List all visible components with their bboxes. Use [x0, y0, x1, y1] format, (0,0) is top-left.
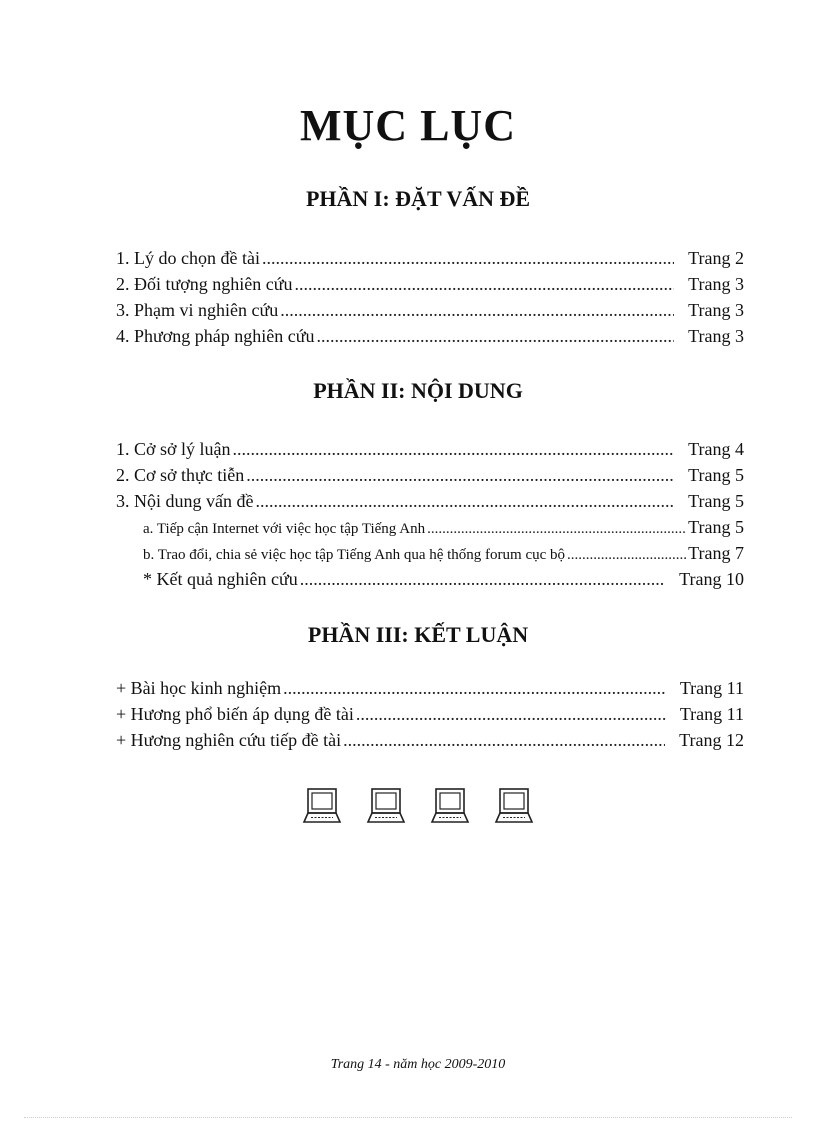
dot-leader [262, 245, 674, 271]
toc-item-label: 1. Cở sở lý luận [116, 439, 231, 459]
toc-item [116, 323, 744, 349]
toc-item-label: 4. Phương pháp nghiên cứu [116, 326, 315, 346]
toc-item-label: 3. Phạm vi nghiên cứu [116, 300, 279, 320]
toc-item-label: + Hương phổ biến áp dụng đề tài [116, 704, 354, 724]
toc-item-label: 1. Lý do chọn đề tài [116, 248, 260, 268]
toc-item-page: Trang 5 [688, 465, 744, 485]
dot-leader [317, 323, 675, 349]
laptop-icon [302, 786, 342, 826]
toc-item-label: a. Tiếp cận Internet với việc học tập Tiếng Anh [143, 521, 426, 537]
toc-item-label: 3. Nội dung vấn đề [116, 491, 254, 511]
laptop-icon [494, 786, 534, 826]
decoration-row [302, 786, 534, 828]
toc-item-page: Trang 3 [688, 274, 744, 294]
section-heading-1: PHẦN I: ĐẶT VẤN ĐỀ [305, 186, 531, 211]
toc-item [116, 462, 744, 488]
toc-item [116, 297, 744, 323]
toc-section-1 [116, 245, 744, 349]
dot-leader [246, 462, 674, 488]
toc-item-page: Trang 5 [688, 491, 744, 511]
toc-item [116, 245, 744, 271]
toc-subitem [116, 540, 744, 566]
page-footer: Trang 14 - năm học 2009-2010 [330, 1057, 506, 1072]
section-heading-2: PHẦN II: NỘI DUNG [313, 378, 523, 403]
dot-leader [343, 727, 665, 753]
dot-leader [255, 488, 674, 514]
toc-item-label: + Hương nghiên cứu tiếp đề tài [116, 730, 342, 750]
toc-item [116, 727, 744, 753]
toc-section-3 [116, 675, 744, 753]
toc-item-page: Trang 11 [679, 704, 744, 724]
toc-item [116, 701, 744, 727]
toc-item-page: Trang 11 [679, 678, 744, 698]
toc-item [116, 271, 744, 297]
toc-item-page: Trang 3 [688, 326, 744, 346]
dot-leader [567, 542, 686, 568]
toc-subitem [116, 566, 744, 592]
dot-leader [427, 516, 686, 542]
dot-leader [356, 701, 666, 727]
laptop-icon [430, 786, 470, 826]
laptop-icon [366, 786, 406, 826]
toc-item-label: * Kết quả nghiên cứu [143, 569, 298, 589]
toc-item [116, 675, 744, 701]
dot-leader [283, 675, 666, 701]
toc-item [116, 436, 744, 462]
toc-item [116, 488, 744, 514]
toc-item-label: 2. Đối tượng nghiên cứu [116, 274, 293, 294]
dot-leader [295, 271, 675, 297]
toc-item-page: Trang 2 [688, 248, 744, 268]
toc-item-label: 2. Cơ sở thực tiễn [116, 465, 245, 485]
toc-section-2 [116, 436, 744, 592]
toc-item-page: Trang 10 [679, 569, 744, 589]
toc-item-label: b. Trao đổi, chia sẻ việc học tập Tiếng Anh qua hệ thống forum cục bộ [143, 547, 566, 563]
dot-leader [300, 566, 665, 592]
toc-item-page: Trang 7 [688, 543, 744, 563]
toc-item-page: Trang 4 [688, 439, 744, 459]
toc-item-page: Trang 12 [679, 730, 744, 750]
dot-leader [280, 297, 674, 323]
bottom-divider [24, 1117, 792, 1118]
toc-subitem [116, 514, 744, 540]
dot-leader [233, 436, 675, 462]
toc-item-page: Trang 3 [688, 300, 744, 320]
page-title: MỤC LỤC [300, 101, 516, 150]
section-heading-3: PHẦN III: KẾT LUẬN [307, 622, 529, 647]
toc-item-label: + Bài học kinh nghiệm [116, 678, 282, 698]
toc-item-page: Trang 5 [688, 517, 744, 537]
